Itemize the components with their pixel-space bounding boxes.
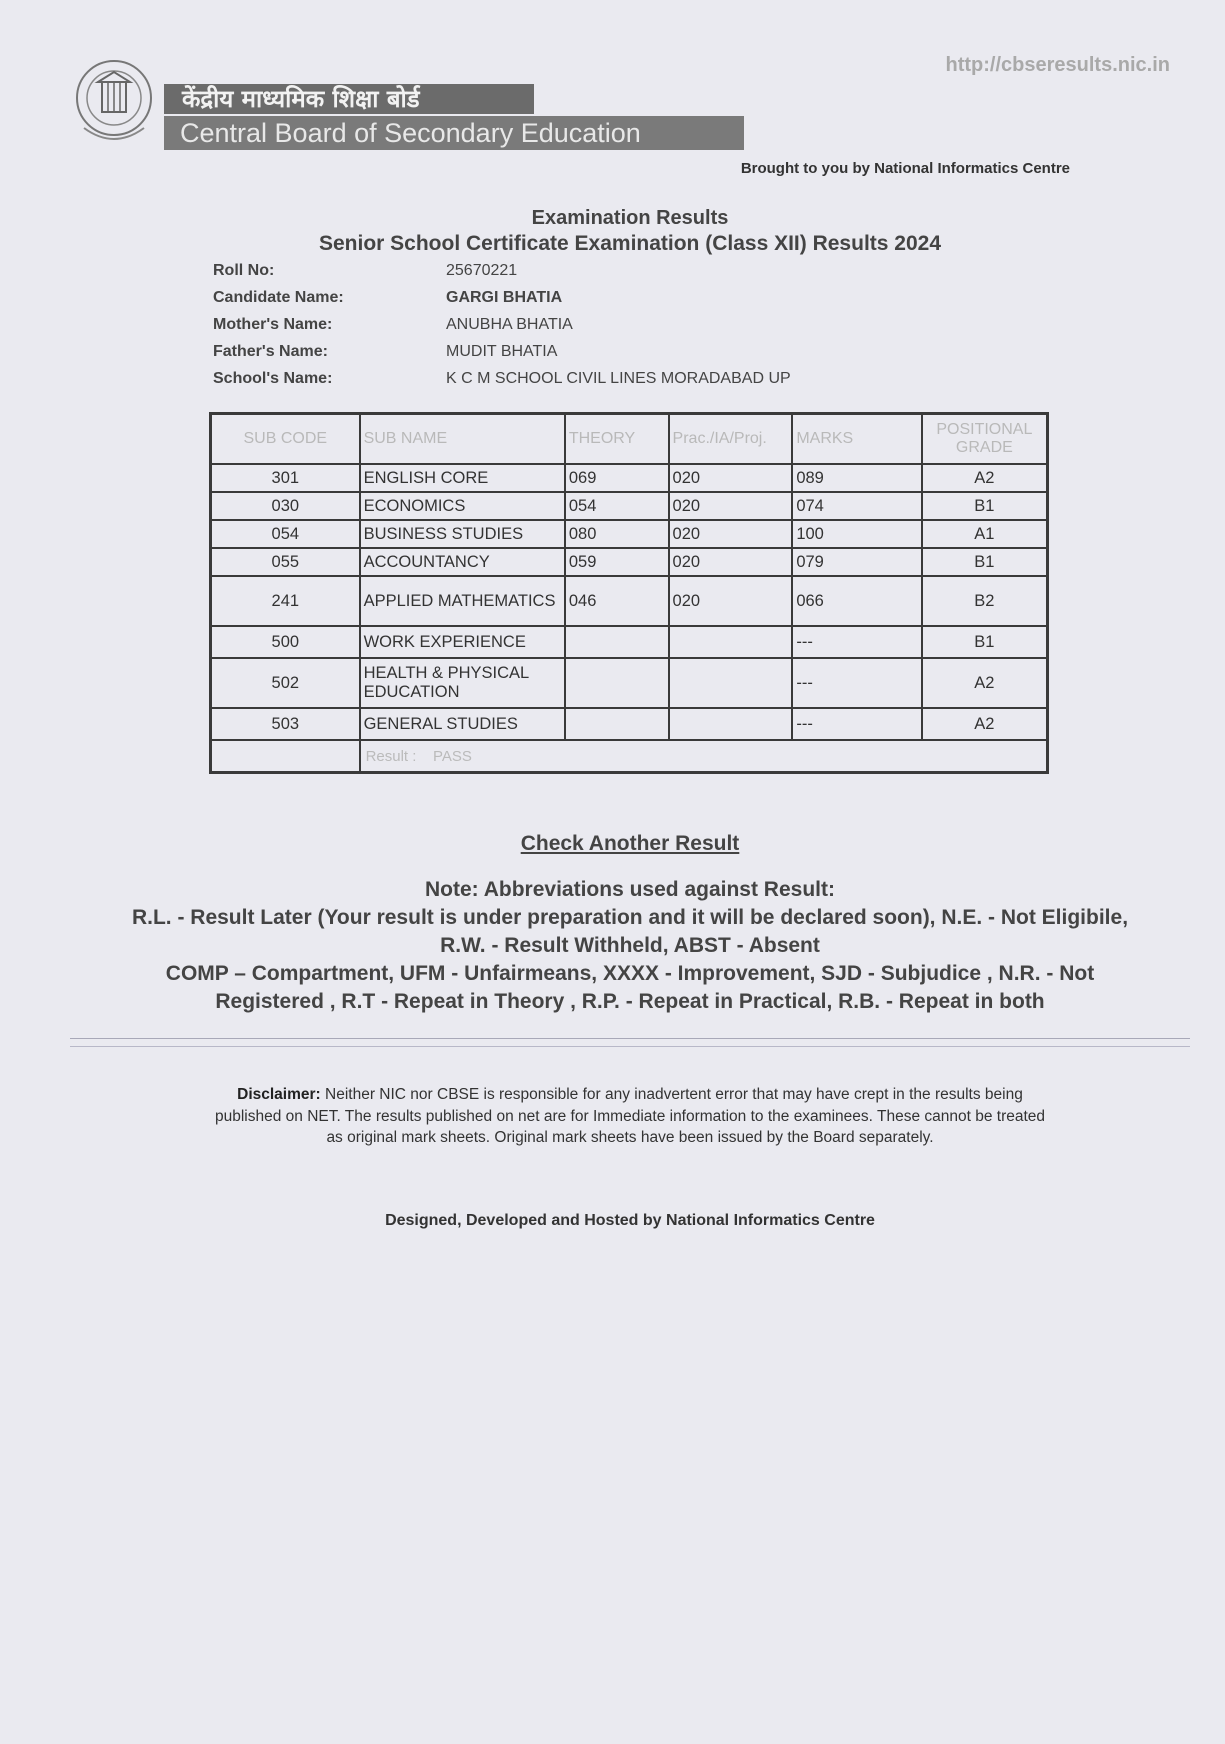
sub-name-cell: GENERAL STUDIES: [360, 708, 565, 740]
header-marks: MARKS: [792, 414, 921, 465]
cbse-emblem-icon: [74, 58, 154, 146]
result-empty-cell: [211, 740, 360, 773]
marks-cell: 089: [792, 464, 921, 492]
practical-cell: 020: [669, 576, 793, 626]
grade-cell: B1: [922, 492, 1048, 520]
header-theory: THEORY: [565, 414, 669, 465]
result-cell: [360, 740, 1048, 773]
marks-cell: ---: [792, 658, 921, 708]
candidate-info: [213, 262, 973, 397]
notes-line: COMP – Compartment, UFM - Unfairmeans, XXXX - Improvement, SJD - Subjudice , N.R. - Not: [165, 962, 1095, 985]
practical-cell: 020: [669, 548, 793, 576]
english-board-title: Central Board of Secondary Education: [164, 116, 744, 150]
table-row: [211, 548, 1048, 576]
father-name-value: MUDIT BHATIA: [446, 343, 558, 360]
table-row: [211, 626, 1048, 658]
theory-cell: [565, 708, 669, 740]
brought-by-text: Brought to you by National Informatics Centre: [740, 160, 1070, 177]
sub-name-cell: ENGLISH CORE: [360, 464, 565, 492]
school-name-row: [213, 370, 973, 397]
marks-cell: ---: [792, 708, 921, 740]
grade-cell: A2: [922, 658, 1048, 708]
sub-code-cell: 500: [211, 626, 360, 658]
roll-label: Roll No:: [213, 262, 275, 279]
sub-code-cell: 301: [211, 464, 360, 492]
marks-table: [209, 412, 1049, 774]
practical-cell: 020: [669, 464, 793, 492]
divider: [70, 1046, 1190, 1047]
sub-name-cell: HEALTH & PHYSICAL EDUCATION: [360, 658, 565, 708]
header-practical: Prac./IA/Proj.: [669, 414, 793, 465]
result-label: Result :: [365, 747, 417, 765]
table-row: [211, 708, 1048, 740]
roll-row: [213, 262, 973, 289]
sub-name-cell: ECONOMICS: [360, 492, 565, 520]
school-name-label: School's Name:: [213, 370, 333, 387]
practical-cell: [669, 708, 793, 740]
marks-cell: 079: [792, 548, 921, 576]
sub-name-cell: WORK EXPERIENCE: [360, 626, 565, 658]
sub-name-cell: BUSINESS STUDIES: [360, 520, 565, 548]
result-row: [211, 740, 1048, 773]
marks-cell: 066: [792, 576, 921, 626]
grade-cell: A2: [922, 708, 1048, 740]
theory-cell: 059: [565, 548, 669, 576]
sub-code-cell: 055: [211, 548, 360, 576]
check-another-result-link[interactable]: Check Another Result: [520, 832, 740, 855]
practical-cell: [669, 658, 793, 708]
disclaimer-label: Disclaimer:: [237, 1086, 321, 1103]
table-row: [211, 520, 1048, 548]
grade-cell: B1: [922, 626, 1048, 658]
notes-line: Registered , R.T - Repeat in Theory , R.P. - Repeat in Practical, R.B. - Repeat in both: [215, 990, 1045, 1013]
header-positional-grade: POSITIONAL GRADE: [922, 414, 1048, 465]
disclaimer-text: Neither NIC nor CBSE is responsible for any inadvertent error that may have crept in the results being published on NET. The results published on net are for Immediate information to the examinees. These cannot be treated as original mark sheets. Original mark sheets have been issued by the Board separately.: [214, 1086, 1046, 1146]
school-name-value: K C M SCHOOL CIVIL LINES MORADABAD UP: [446, 370, 791, 387]
site-url: http://cbseresults.nic.in: [945, 54, 1170, 76]
table-row: [211, 492, 1048, 520]
table-row: [211, 658, 1048, 708]
notes-line: R.W. - Result Withheld, ABST - Absent: [440, 934, 820, 957]
header-sub-code: SUB CODE: [211, 414, 360, 465]
grade-cell: A2: [922, 464, 1048, 492]
grade-cell: A1: [922, 520, 1048, 548]
sub-code-cell: 503: [211, 708, 360, 740]
sub-code-cell: 241: [211, 576, 360, 626]
notes-heading: Note: Abbreviations used against Result:: [425, 878, 835, 901]
table-row: [211, 576, 1048, 626]
grade-cell: B2: [922, 576, 1048, 626]
sub-code-cell: 502: [211, 658, 360, 708]
marks-cell: ---: [792, 626, 921, 658]
mother-name-label: Mother's Name:: [213, 316, 333, 333]
theory-cell: [565, 658, 669, 708]
abbreviation-notes: [70, 876, 1190, 1016]
grade-cell: B1: [922, 548, 1048, 576]
father-name-row: [213, 343, 973, 370]
theory-cell: 080: [565, 520, 669, 548]
result-value: PASS: [433, 747, 472, 765]
roll-value: 25670221: [446, 262, 518, 279]
sub-code-cell: 030: [211, 492, 360, 520]
candidate-name-label: Candidate Name:: [213, 289, 344, 306]
theory-cell: 054: [565, 492, 669, 520]
sub-name-cell: ACCOUNTANCY: [360, 548, 565, 576]
practical-cell: 020: [669, 492, 793, 520]
mother-name-value: ANUBHA BHATIA: [446, 316, 573, 333]
table-row: [211, 464, 1048, 492]
designed-by-footer: Designed, Developed and Hosted by National Informatics Centre: [385, 1212, 875, 1229]
father-name-label: Father's Name:: [213, 343, 328, 360]
candidate-name-value: GARGI BHATIA: [446, 289, 563, 306]
page-title: Examination Results: [531, 207, 729, 229]
theory-cell: [565, 626, 669, 658]
theory-cell: 069: [565, 464, 669, 492]
sub-code-cell: 054: [211, 520, 360, 548]
table-header-row: [211, 414, 1048, 465]
marks-cell: 100: [792, 520, 921, 548]
header-sub-name: SUB NAME: [360, 414, 565, 465]
practical-cell: 020: [669, 520, 793, 548]
practical-cell: [669, 626, 793, 658]
disclaimer: [210, 1084, 1050, 1149]
theory-cell: 046: [565, 576, 669, 626]
mother-name-row: [213, 316, 973, 343]
notes-line: R.L. - Result Later (Your result is under preparation and it will be declared soon), N.E. - Not Eligibile,: [131, 906, 1129, 929]
marks-cell: 074: [792, 492, 921, 520]
hindi-board-title: केंद्रीय माध्यमिक शिक्षा बोर्ड: [164, 84, 534, 114]
divider: [70, 1038, 1190, 1039]
candidate-name-row: [213, 289, 973, 316]
exam-title: Senior School Certificate Examination (Class XII) Results 2024: [318, 232, 942, 255]
sub-name-cell: APPLIED MATHEMATICS: [360, 576, 565, 626]
